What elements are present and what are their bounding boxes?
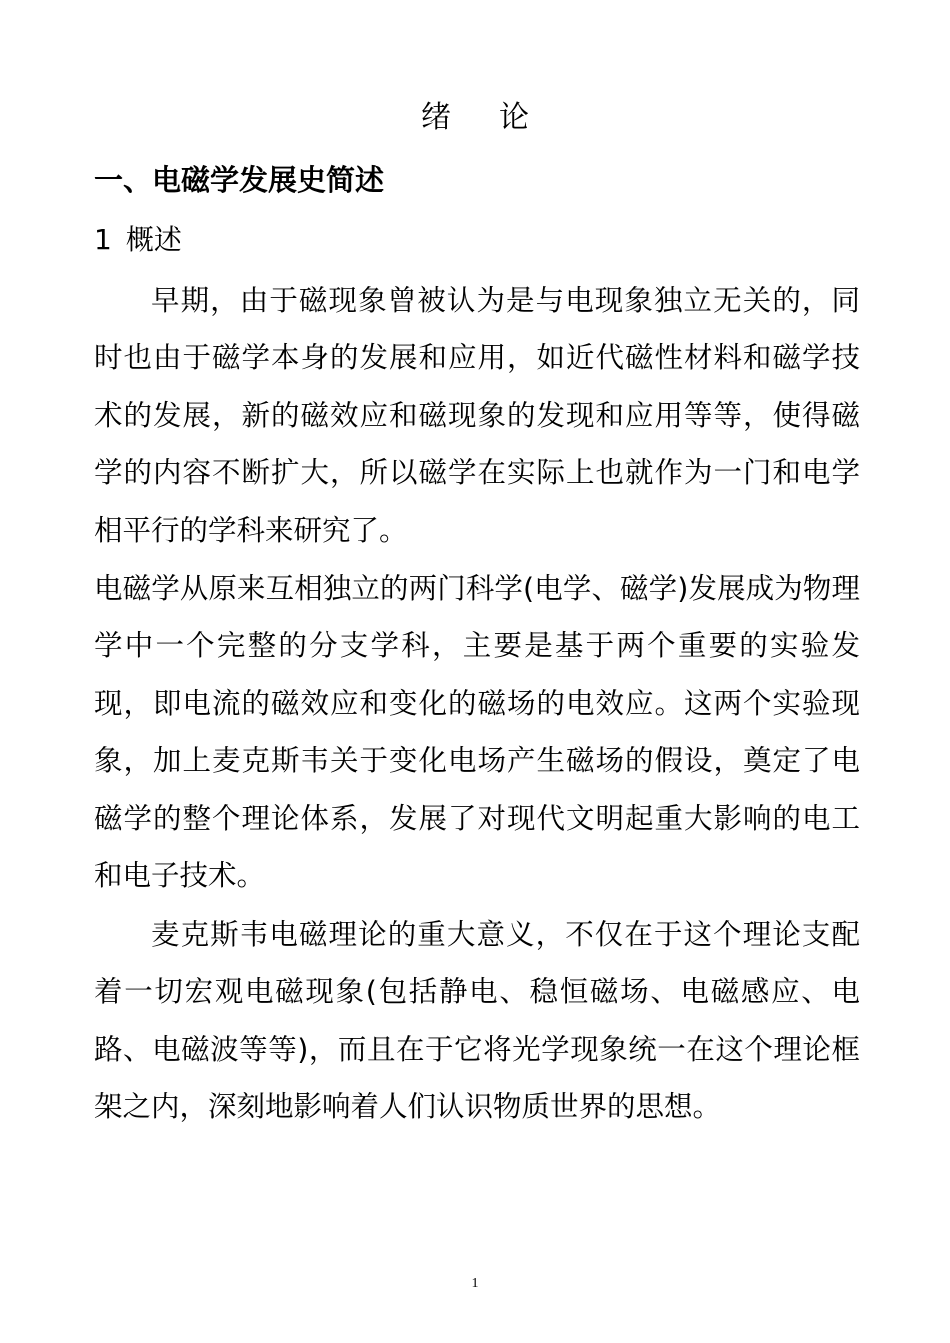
body-paragraph: 麦克斯韦电磁理论的重大意义，不仅在于这个理论支配着一切宏观电磁现象(包括静电、稳恒磁场、电磁感应、电路、电磁波等等)，而且在于它将光学现象统一在这个理论框架之内，深刻地影响着人们认识物质世界的思想。 [94, 918, 860, 1124]
page-number: 1 [471, 1276, 479, 1291]
subsection-heading [94, 218, 182, 262]
document-title: 绪论 [421, 100, 577, 135]
section-heading: 一、电磁学发展史简述 [94, 163, 385, 197]
subsection-number: 1 [94, 223, 112, 256]
body-paragraph: 电磁学从原来互相独立的两门科学(电学、磁学)发展成为物理学中一个完整的分支学科，主要是基于两个重要的实验发现，即电流的磁效应和变化的磁场的电效应。这两个实验现象，加上麦克斯韦关于变化电场产生磁场的假设，奠定了电磁学的整个理论体系，发展了对现代文明起重大影响的电工和电子技术。 [94, 572, 860, 893]
subsection-label: 概述 [125, 223, 182, 256]
body-paragraph: 早期，由于磁现象曾被认为是与电现象独立无关的，同时也由于磁学本身的发展和应用，如近代磁性材料和磁学技术的发展，新的磁效应和磁现象的发现和应用等等，使得磁学的内容不断扩大，所以磁学在实际上也就作为一门和电学相平行的学科来研究了。 [94, 284, 860, 547]
